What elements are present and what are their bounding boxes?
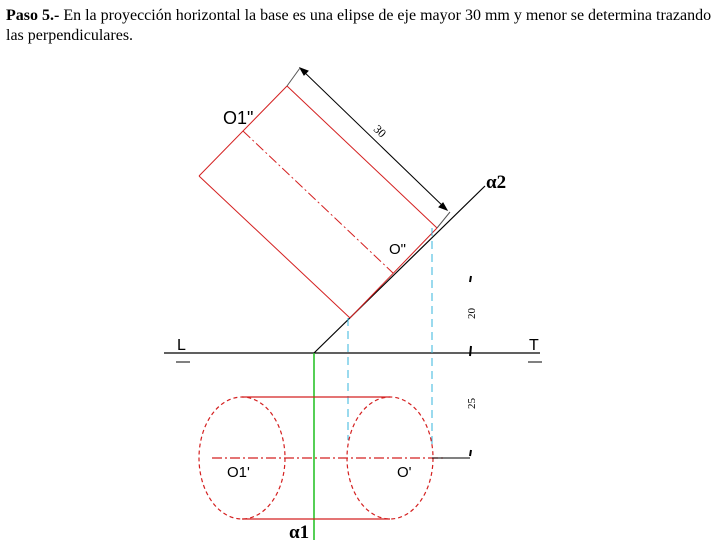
label-alpha1: α1 xyxy=(289,522,310,540)
cyl-v-side-upper xyxy=(287,86,437,228)
label-o1-horizontal: O1' xyxy=(227,464,250,481)
cyl-v-axis xyxy=(243,131,393,273)
label-o-vertical: O" xyxy=(389,241,406,258)
label-alpha2: α2 xyxy=(486,172,507,193)
tick-top xyxy=(470,276,471,282)
cylinder-horizontal-projection xyxy=(199,397,444,519)
label-ground-L: L xyxy=(177,337,186,354)
tick-bottom xyxy=(470,450,471,456)
dim-25-text: 25 xyxy=(466,398,478,409)
dim-30-text: 30 xyxy=(370,121,390,141)
label-o1-vertical: O1" xyxy=(223,108,254,128)
dimension-30 xyxy=(287,68,450,228)
dimension-ticks xyxy=(470,276,471,456)
dim-20-text: 20 xyxy=(466,308,478,319)
dim-30-line xyxy=(300,68,447,210)
tick-mid xyxy=(470,346,471,356)
cyl-v-side-lower xyxy=(199,176,350,318)
caption-text: En la proyección horizontal la base es una elipse de eje mayor 30 mm y menor se determina trazando las perpendiculares. xyxy=(6,7,712,44)
label-ground-T: T xyxy=(529,337,539,354)
dim-30-ext-start xyxy=(287,68,300,86)
trace-alpha2 xyxy=(314,186,485,353)
dim-30-ext-end xyxy=(437,212,450,228)
caption-lead: Paso 5.- xyxy=(6,7,60,24)
label-o-horizontal: O' xyxy=(397,464,412,481)
